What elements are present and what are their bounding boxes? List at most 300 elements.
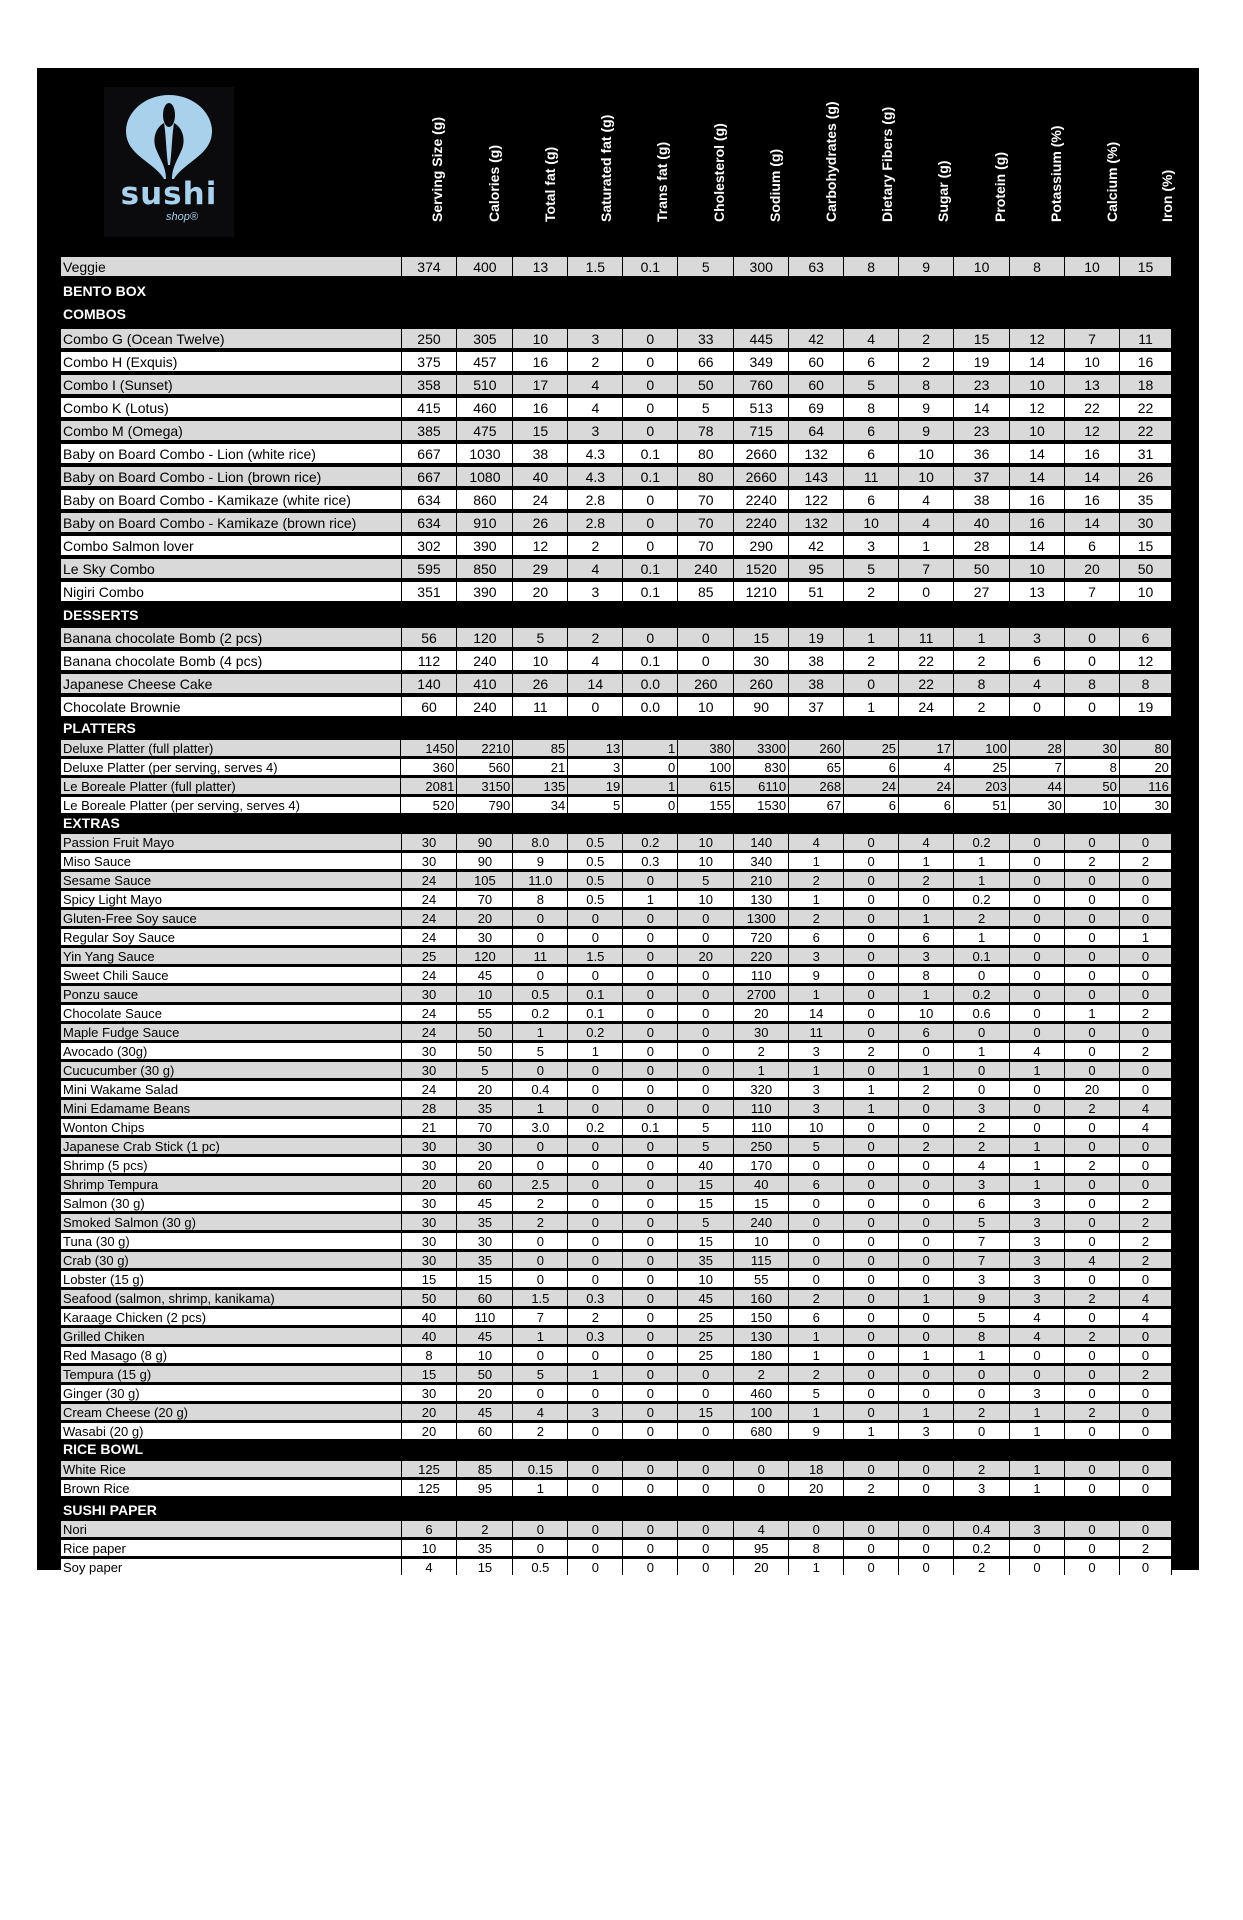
table-row xyxy=(61,967,1172,983)
nutrient-value: 0.1 xyxy=(623,559,678,578)
nutrient-value: 0 xyxy=(623,375,678,394)
column-header xyxy=(803,88,859,238)
nutrient-value: 0 xyxy=(623,628,678,647)
nutrient-value: 390 xyxy=(457,536,513,555)
nutrient-value: 4 xyxy=(568,375,623,394)
nutrient-value: 8 xyxy=(954,674,1010,693)
item-name: Rice paper xyxy=(61,1540,402,1556)
nutrient-value: 0 xyxy=(1065,1385,1120,1401)
nutrient-value: 0.5 xyxy=(568,891,623,907)
nutrient-value: 510 xyxy=(457,375,513,394)
item-name: Le Boreale Platter (full platter) xyxy=(61,778,401,794)
nutrient-value: 3 xyxy=(789,948,844,964)
item-name: Baby on Board Combo - Kamikaze (brown rice) xyxy=(61,513,402,532)
nutrient-value: 2.8 xyxy=(568,490,623,509)
nutrient-value: 5 xyxy=(678,1138,734,1154)
section-header: BENTO BOX xyxy=(63,283,146,299)
nutrient-value: 0 xyxy=(1065,1366,1120,1382)
nutrient-value: 15 xyxy=(457,1559,513,1575)
nutrient-value: 120 xyxy=(457,628,513,647)
nutrient-value: 0 xyxy=(1010,697,1065,716)
nutrient-value: 0 xyxy=(1120,834,1172,850)
nutrient-value: 30 xyxy=(402,1157,458,1173)
nutrient-value: 42 xyxy=(789,329,844,348)
nutrient-value: 30 xyxy=(402,1062,458,1078)
nutrient-value: 0 xyxy=(623,1328,678,1344)
nutrient-value: 374 xyxy=(402,257,458,276)
nutrient-value: 0 xyxy=(513,1521,568,1537)
nutrient-value: 0 xyxy=(1120,1328,1172,1344)
nutrient-value: 50 xyxy=(402,1290,458,1306)
nutrient-value: 0 xyxy=(568,1521,623,1537)
nutrient-value: 5 xyxy=(789,1138,844,1154)
nutrient-value: 0 xyxy=(954,1423,1010,1439)
nutrient-value: 45 xyxy=(457,1404,513,1420)
nutrient-value: 10 xyxy=(402,1540,458,1556)
nutrient-value: 0.1 xyxy=(623,651,678,670)
nutrient-value: 0.0 xyxy=(623,674,678,693)
nutrient-value: 0.2 xyxy=(623,834,678,850)
nutrient-value: 0.2 xyxy=(568,1024,623,1040)
nutrient-value: 0 xyxy=(1065,1347,1120,1363)
nutrient-value: 0 xyxy=(623,986,678,1002)
nutrient-value: 56 xyxy=(402,628,458,647)
nutrient-value: 35 xyxy=(457,1100,513,1116)
nutrient-value: 0 xyxy=(1120,986,1172,1002)
nutrient-value: 6 xyxy=(954,1195,1010,1211)
nutrient-value: 2660 xyxy=(734,444,789,463)
nutrient-value: 0 xyxy=(1120,967,1172,983)
table-row xyxy=(61,1385,1172,1401)
nutrient-value: 25 xyxy=(678,1309,734,1325)
nutrient-value: 110 xyxy=(734,967,789,983)
nutrient-value: 26 xyxy=(513,513,568,532)
nutrient-value: 0 xyxy=(623,1233,678,1249)
nutrient-value: 1300 xyxy=(734,910,789,926)
nutrient-value: 112 xyxy=(402,651,458,670)
nutrient-value: 0.2 xyxy=(568,1119,623,1135)
table-row xyxy=(61,1521,1172,1537)
nutrient-value: 37 xyxy=(954,467,1010,486)
nutrient-value: 2210 xyxy=(457,740,513,756)
nutrient-value: 203 xyxy=(954,778,1010,794)
nutrient-value: 0 xyxy=(899,1385,954,1401)
nutrient-value: 38 xyxy=(789,674,844,693)
nutrient-value: 30 xyxy=(734,1024,789,1040)
nutrient-value: 6 xyxy=(844,759,899,775)
nutrient-value: 0.6 xyxy=(954,1005,1010,1021)
table-row xyxy=(61,536,1172,555)
nutrient-value: 25 xyxy=(678,1328,734,1344)
nutrient-value: 0.3 xyxy=(623,853,678,869)
nutrient-value: 0 xyxy=(1065,1214,1120,1230)
nutrient-value: 2 xyxy=(899,1081,954,1097)
nutrient-value: 4 xyxy=(1065,1252,1120,1268)
nutrient-value: 2 xyxy=(1065,1290,1120,1306)
nutrient-value: 14 xyxy=(954,398,1010,417)
table-row xyxy=(61,559,1172,578)
nutrient-value: 1 xyxy=(899,536,954,555)
nutrient-value: 4 xyxy=(954,1157,1010,1173)
nutrient-value: 11 xyxy=(789,1024,844,1040)
nutrient-value: 0 xyxy=(568,1195,623,1211)
table-row xyxy=(61,1062,1172,1078)
table-row xyxy=(61,1081,1172,1097)
nutrient-value: 0 xyxy=(513,1385,568,1401)
nutrient-value: 15 xyxy=(678,1176,734,1192)
nutrient-value: 0.1 xyxy=(623,444,678,463)
nutrient-value: 0 xyxy=(954,1366,1010,1382)
nutrient-value: 2 xyxy=(789,1366,844,1382)
nutrient-value: 0 xyxy=(844,948,899,964)
nutrient-value: 12 xyxy=(1010,398,1065,417)
nutrient-value: 35 xyxy=(457,1540,513,1556)
nutrient-value: 11 xyxy=(513,948,568,964)
nutrient-value: 6 xyxy=(789,1309,844,1325)
nutrient-value: 6 xyxy=(844,352,899,371)
nutrient-value: 3 xyxy=(568,582,623,601)
column-header-label: Potassium (%) xyxy=(1048,125,1064,222)
nutrient-value: 0 xyxy=(844,1062,899,1078)
nutrient-value: 1 xyxy=(789,986,844,1002)
table-row xyxy=(61,628,1172,647)
nutrient-value: 0 xyxy=(954,1385,1010,1401)
nutrient-value: 60 xyxy=(457,1423,513,1439)
nutrient-value: 0 xyxy=(678,1024,734,1040)
nutrient-value: 1 xyxy=(1010,1480,1065,1496)
item-name: Soy paper xyxy=(61,1559,402,1575)
nutrient-value: 23 xyxy=(954,421,1010,440)
nutrient-value: 0 xyxy=(678,1540,734,1556)
nutrient-value: 0 xyxy=(678,1100,734,1116)
nutrient-value: 0 xyxy=(513,1062,568,1078)
column-header-label: Serving Size (g) xyxy=(428,116,445,222)
nutrient-value: 0 xyxy=(1120,1271,1172,1287)
nutrient-value: 110 xyxy=(734,1100,789,1116)
nutrient-value: 410 xyxy=(457,674,513,693)
nutrient-value: 10 xyxy=(678,834,734,850)
nutrient-value: 10 xyxy=(1120,582,1172,601)
column-header xyxy=(747,88,803,238)
nutrient-value: 1 xyxy=(844,628,899,647)
nutrient-value: 35 xyxy=(1120,490,1172,509)
nutrient-value: 358 xyxy=(402,375,458,394)
column-header-label: Iron (%) xyxy=(1158,169,1175,222)
nutrient-value: 0 xyxy=(623,421,678,440)
nutrient-value: 1530 xyxy=(734,797,789,813)
nutrient-value: 55 xyxy=(734,1271,789,1287)
nutrient-value: 8 xyxy=(1065,759,1120,775)
nutrient-value: 1 xyxy=(623,891,678,907)
nutrient-value: 51 xyxy=(954,797,1010,813)
nutrient-value: 0 xyxy=(1065,697,1120,716)
nutrient-value: 160 xyxy=(734,1290,789,1306)
nutrient-value: 2 xyxy=(899,1138,954,1154)
nutrient-value: 15 xyxy=(457,1271,513,1287)
nutrient-value: 1.5 xyxy=(513,1290,568,1306)
nutrient-value: 11 xyxy=(1120,329,1172,348)
nutrient-value: 9 xyxy=(513,853,568,869)
nutrient-value: 0 xyxy=(678,1081,734,1097)
nutrient-value: 50 xyxy=(457,1024,513,1040)
nutrient-value: 24 xyxy=(899,697,954,716)
nutrient-value: 1210 xyxy=(734,582,789,601)
nutrient-value: 0 xyxy=(623,1559,678,1575)
nutrient-value: 1 xyxy=(899,1290,954,1306)
nutrient-value: 2 xyxy=(1120,1043,1172,1059)
nutrient-value: 20 xyxy=(1065,1081,1120,1097)
nutrient-value: 4 xyxy=(568,398,623,417)
nutrient-value: 1 xyxy=(899,1404,954,1420)
nutrient-value: 460 xyxy=(457,398,513,417)
nutrient-value: 0 xyxy=(844,986,899,1002)
item-name: Shrimp Tempura xyxy=(61,1176,402,1192)
nutrient-value: 0 xyxy=(899,1366,954,1382)
nutrient-value: 16 xyxy=(1010,513,1065,532)
nutrient-value: 0 xyxy=(1120,1461,1172,1477)
nutrient-value: 0 xyxy=(1065,1119,1120,1135)
nutrient-value: 0 xyxy=(623,797,678,813)
nutrient-value: 3 xyxy=(1010,1233,1065,1249)
nutrient-value: 2 xyxy=(734,1366,789,1382)
nutrient-value: 30 xyxy=(402,986,458,1002)
nutrient-value: 520 xyxy=(401,797,457,813)
item-name: Veggie xyxy=(61,257,402,276)
nutrient-value: 8 xyxy=(844,398,899,417)
nutrient-value: 50 xyxy=(457,1043,513,1059)
item-name: Wasabi (20 g) xyxy=(61,1423,402,1439)
nutrient-value: 2 xyxy=(954,910,1010,926)
nutrient-value: 31 xyxy=(1120,444,1172,463)
nutrient-value: 0 xyxy=(513,1540,568,1556)
nutrient-value: 0 xyxy=(899,1214,954,1230)
nutrient-value: 850 xyxy=(457,559,513,578)
nutrient-value: 1 xyxy=(1010,1404,1065,1420)
nutrient-value: 13 xyxy=(568,740,623,756)
nutrient-value: 0 xyxy=(568,1252,623,1268)
nutrient-value: 30 xyxy=(402,853,458,869)
nutrient-value: 830 xyxy=(734,759,789,775)
nutrient-value: 760 xyxy=(734,375,789,394)
nutrient-value: 1030 xyxy=(457,444,513,463)
nutrient-value: 0 xyxy=(1065,651,1120,670)
nutrient-value: 6 xyxy=(844,421,899,440)
nutrient-value: 3 xyxy=(1010,1195,1065,1211)
nutrient-value: 0 xyxy=(954,1024,1010,1040)
nutrient-value: 28 xyxy=(1010,740,1065,756)
nutrient-value: 0 xyxy=(568,1271,623,1287)
table-row xyxy=(61,778,1172,794)
nutrient-value: 0 xyxy=(844,1195,899,1211)
nutrient-value: 0 xyxy=(623,1521,678,1537)
nutrient-value: 4 xyxy=(789,834,844,850)
nutrient-value: 1 xyxy=(623,778,678,794)
table-row xyxy=(61,872,1172,888)
nutrient-value: 135 xyxy=(513,778,568,794)
nutrient-value: 0 xyxy=(623,513,678,532)
nutrient-value: 4 xyxy=(899,759,954,775)
nutrient-value: 19 xyxy=(789,628,844,647)
nutrient-value: 0 xyxy=(513,967,568,983)
item-name: Baby on Board Combo - Kamikaze (white rice) xyxy=(61,490,402,509)
table-row xyxy=(61,834,1172,850)
nutrient-value: 6 xyxy=(844,797,899,813)
item-name: Lobster (15 g) xyxy=(61,1271,402,1287)
nutrient-value: 30 xyxy=(402,1385,458,1401)
nutrient-value: 0 xyxy=(1065,1521,1120,1537)
item-name: Deluxe Platter (full platter) xyxy=(61,740,401,756)
nutrient-value: 0 xyxy=(568,1423,623,1439)
nutrient-value: 1 xyxy=(844,1423,899,1439)
nutrient-value: 5 xyxy=(844,375,899,394)
nutrient-value: 125 xyxy=(402,1461,458,1477)
nutrient-value: 0 xyxy=(954,1081,1010,1097)
nutrient-value: 0 xyxy=(513,1138,568,1154)
nutrient-value: 0 xyxy=(844,1119,899,1135)
nutrient-value: 0 xyxy=(513,1271,568,1287)
nutrient-value: 0 xyxy=(678,1521,734,1537)
nutrient-value: 3 xyxy=(954,1176,1010,1192)
nutrient-value: 20 xyxy=(789,1480,844,1496)
nutrient-value: 0 xyxy=(1010,1366,1065,1382)
nutrient-value: 0.4 xyxy=(954,1521,1010,1537)
nutrient-value: 8 xyxy=(513,891,568,907)
nutrient-value: 2 xyxy=(954,1559,1010,1575)
nutrient-value: 1 xyxy=(789,891,844,907)
nutrient-value: 8 xyxy=(954,1328,1010,1344)
table-row xyxy=(61,651,1172,670)
nutrient-value: 50 xyxy=(1120,559,1172,578)
nutrient-value: 4 xyxy=(844,329,899,348)
column-header xyxy=(634,88,690,238)
nutrient-value: 6 xyxy=(844,490,899,509)
nutrient-value: 30 xyxy=(402,834,458,850)
nutrient-value: 0.1 xyxy=(623,467,678,486)
item-name: Japanese Crab Stick (1 pc) xyxy=(61,1138,402,1154)
nutrient-value: 0 xyxy=(623,1100,678,1116)
nutrient-value: 1 xyxy=(789,853,844,869)
nutrient-value: 36 xyxy=(954,444,1010,463)
nutrient-value: 0 xyxy=(513,1252,568,1268)
nutrient-value: 5 xyxy=(789,1385,844,1401)
item-name: Shrimp (5 pcs) xyxy=(61,1157,402,1173)
nutrient-value: 0 xyxy=(734,1480,789,1496)
nutrient-value: 10 xyxy=(513,651,568,670)
nutrient-value: 40 xyxy=(513,467,568,486)
nutrient-value: 5 xyxy=(678,257,734,276)
nutrient-value: 0 xyxy=(844,1540,899,1556)
item-name: Wonton Chips xyxy=(61,1119,402,1135)
section-header: SUSHI PAPER xyxy=(63,1502,157,1518)
nutrient-value: 0 xyxy=(899,1461,954,1477)
nutrient-value: 6 xyxy=(844,444,899,463)
nutrient-value: 0 xyxy=(623,1461,678,1477)
nutrient-value: 790 xyxy=(457,797,513,813)
nutrient-value: 0 xyxy=(1010,834,1065,850)
nutrient-value: 15 xyxy=(678,1195,734,1211)
nutrient-value: 26 xyxy=(513,674,568,693)
nutrient-value: 0 xyxy=(623,929,678,945)
nutrient-value: 95 xyxy=(734,1540,789,1556)
nutrient-value: 2 xyxy=(789,910,844,926)
nutrient-value: 1 xyxy=(844,1100,899,1116)
nutrient-value: 0 xyxy=(844,1214,899,1230)
logo-subtext: shop® xyxy=(166,211,198,223)
nutrient-value: 4 xyxy=(734,1521,789,1537)
nutrient-value: 3 xyxy=(1010,1271,1065,1287)
nutrient-value: 7 xyxy=(954,1233,1010,1249)
nutrient-value: 20 xyxy=(402,1404,458,1420)
nutrient-value: 0 xyxy=(1065,986,1120,1002)
nutrient-value: 10 xyxy=(678,891,734,907)
nutrient-value: 70 xyxy=(678,536,734,555)
column-header xyxy=(859,88,915,238)
nutrient-value: 305 xyxy=(457,329,513,348)
nutrient-value: 4 xyxy=(1010,1309,1065,1325)
nutrient-value: 0.2 xyxy=(513,1005,568,1021)
nutrition-table-panel xyxy=(37,68,1199,1575)
nutrient-value: 0 xyxy=(789,1157,844,1173)
nutrient-value: 1 xyxy=(623,740,678,756)
column-header xyxy=(578,88,634,238)
nutrient-value: 110 xyxy=(734,1119,789,1135)
table-row xyxy=(61,1366,1172,1382)
nutrient-value: 20 xyxy=(402,1423,458,1439)
nutrient-value: 38 xyxy=(789,651,844,670)
nutrient-value: 0 xyxy=(899,1328,954,1344)
nutrient-value: 20 xyxy=(457,910,513,926)
nutrient-value: 2 xyxy=(457,1521,513,1537)
table-row xyxy=(61,1328,1172,1344)
table-row xyxy=(61,490,1172,509)
nutrient-value: 37 xyxy=(789,697,844,716)
nutrient-value: 10 xyxy=(844,513,899,532)
nutrient-value: 0 xyxy=(623,1062,678,1078)
nutrient-value: 1080 xyxy=(457,467,513,486)
nutrient-value: 2 xyxy=(734,1043,789,1059)
table-row xyxy=(61,257,1172,276)
nutrient-value: 0.5 xyxy=(568,853,623,869)
nutrient-value: 2 xyxy=(1120,853,1172,869)
nutrient-value: 220 xyxy=(734,948,789,964)
table-row xyxy=(61,329,1172,348)
nutrient-value: 5 xyxy=(954,1214,1010,1230)
nutrient-value: 1 xyxy=(1010,1461,1065,1477)
nutrient-value: 60 xyxy=(402,697,458,716)
nutrient-value: 132 xyxy=(789,444,844,463)
column-header-label: Cholesterol (g) xyxy=(710,123,727,222)
nutrient-value: 100 xyxy=(678,759,734,775)
brand-logo xyxy=(104,87,234,237)
nutrient-value: 30 xyxy=(402,1195,458,1211)
item-name: Ponzu sauce xyxy=(61,986,402,1002)
nutrient-value: 14 xyxy=(568,674,623,693)
nutrient-value: 20 xyxy=(678,948,734,964)
nutrient-value: 0 xyxy=(899,582,954,601)
nutrient-value: 595 xyxy=(402,559,458,578)
nutrient-value: 0 xyxy=(844,967,899,983)
nutrient-value: 16 xyxy=(1065,490,1120,509)
nutrient-value: 4 xyxy=(1010,1043,1065,1059)
nutrient-value: 10 xyxy=(1010,421,1065,440)
nutrient-value: 2 xyxy=(789,872,844,888)
nutrient-value: 90 xyxy=(457,834,513,850)
nutrient-value: 375 xyxy=(402,352,458,371)
nutrient-value: 0 xyxy=(623,490,678,509)
nutrient-value: 1 xyxy=(789,1328,844,1344)
nutrient-value: 15 xyxy=(402,1271,458,1287)
nutrient-value: 14 xyxy=(789,1005,844,1021)
